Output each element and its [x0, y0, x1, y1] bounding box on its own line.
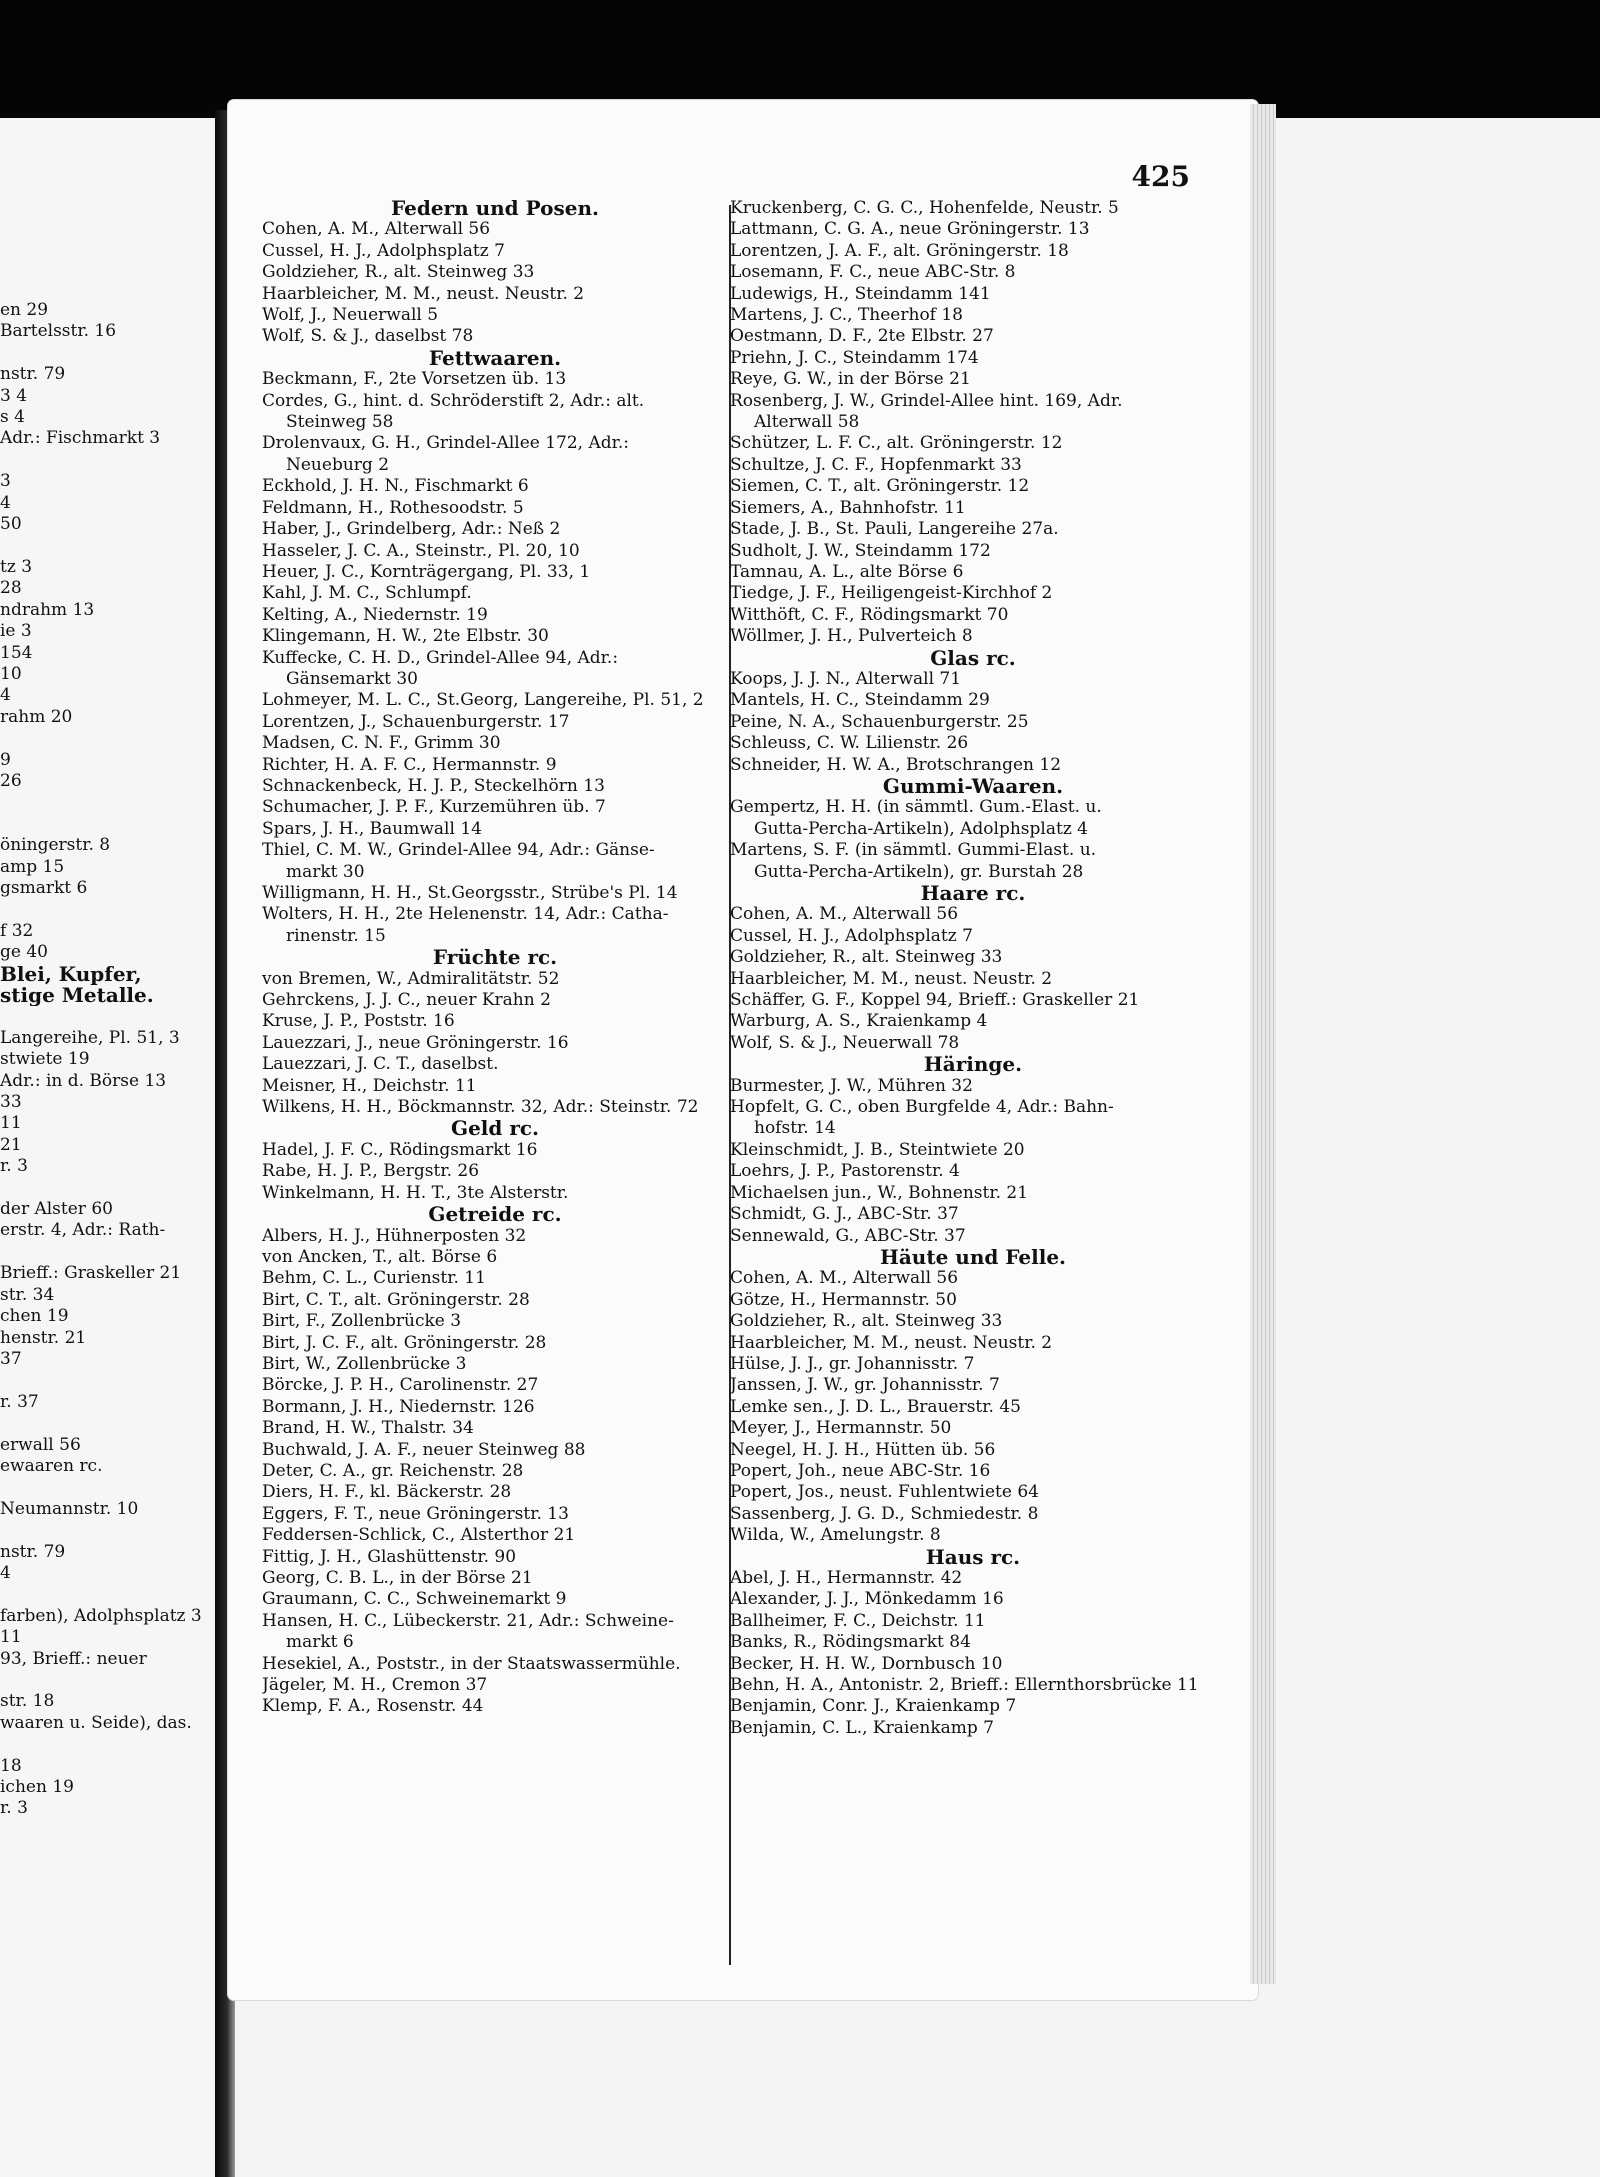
left-fragment-line: henstr. 21: [0, 1327, 87, 1348]
directory-entry: Wilda, W., Amelungstr. 8: [730, 1525, 941, 1546]
left-fragment-line: 154: [0, 642, 33, 663]
left-fragment-line: 10: [0, 663, 22, 684]
directory-entry: Goldzieher, R., alt. Steinweg 33: [730, 1311, 1003, 1332]
directory-entry: Lauezzari, J., neue Gröningerstr. 16: [262, 1032, 569, 1053]
directory-entry: Schneider, H. W. A., Brotschrangen 12: [730, 754, 1062, 775]
directory-entry: Lorentzen, J., Schauenburgerstr. 17: [262, 711, 570, 732]
directory-entry: Hansen, H. C., Lübeckerstr. 21, Adr.: Schweine-: [262, 1610, 674, 1631]
directory-entry: Behn, H. A., Antonistr. 2, Brieff.: Ellernthorsbrücke 11: [730, 1675, 1199, 1696]
left-fragment-line: Adr.: Fischmarkt 3: [0, 428, 161, 449]
directory-entry: Benjamin, C. L., Kraienkamp 7: [730, 1717, 994, 1738]
directory-entry: Willigmann, H. H., St.Georgsstr., Strübe's Pl. 14: [262, 883, 678, 903]
directory-entry: Losemann, F. C., neue ABC-Str. 8: [730, 262, 1016, 283]
directory-entry: Meyer, J., Hermannstr. 50: [730, 1418, 952, 1439]
left-fragment-line: [0, 1178, 210, 1199]
section-heading: Haare rc.: [920, 883, 1026, 905]
left-fragment-line: nstr. 79: [0, 1541, 66, 1562]
directory-entry: Feldmann, H., Rothesoodstr. 5: [262, 497, 524, 518]
section-heading: Früchte rc.: [432, 947, 558, 969]
left-fragment-line: gsmarkt 6: [0, 877, 88, 898]
directory-entry: Diers, H. F., kl. Bäckerstr. 28: [262, 1482, 512, 1503]
directory-entry: Kahl, J. M. C., Schlumpf.: [262, 583, 472, 604]
left-fragment-line: 37: [0, 1348, 22, 1369]
directory-entry: Lohmeyer, M. L. C., St.Georg, Langereihe, Pl. 51, 2: [262, 690, 704, 711]
entry-continuation: rinenstr. 15: [286, 925, 386, 946]
directory-entry: Ballheimer, F. C., Deichstr. 11: [730, 1610, 986, 1631]
directory-entry: Siemers, A., Bahnhofstr. 11: [730, 497, 966, 518]
directory-entry: Klingemann, H. W., 2te Elbstr. 30: [262, 626, 549, 647]
directory-entry: Sassenberg, J. G. D., Schmiedestr. 8: [730, 1503, 1039, 1524]
left-fragment-line: [0, 1370, 210, 1391]
left-fragment-line: der Alster 60: [0, 1199, 113, 1220]
left-fragment-line: ewaaren rc.: [0, 1455, 103, 1476]
entry-continuation: Gutta-Percha-Artikeln), Adolphsplatz 4: [754, 818, 1088, 839]
directory-entry: Haarbleicher, M. M., neust. Neustr. 2: [262, 283, 585, 304]
directory-entry: Banks, R., Rödingsmarkt 84: [730, 1632, 971, 1653]
left-fragment-line: 3: [0, 471, 11, 492]
directory-entry: Lattmann, C. G. A., neue Gröningerstr. 13: [730, 219, 1090, 240]
left-fragment-line: [0, 1477, 210, 1498]
left-fragment-line: 21: [0, 1134, 22, 1155]
section-heading: Fettwaaren.: [428, 347, 562, 370]
left-fragment-line: 50: [0, 514, 22, 535]
left-fragment-line: ndrahm 13: [0, 599, 95, 620]
directory-entry: Janssen, J. W., gr. Johannisstr. 7: [730, 1375, 1000, 1396]
directory-entry: Haber, J., Grindelberg, Adr.: Neß 2: [262, 519, 561, 540]
directory-entry: Drolenvaux, G. H., Grindel-Allee 172, Adr.:: [262, 433, 630, 454]
directory-entry: Gehrckens, J. J. C., neuer Krahn 2: [262, 990, 551, 1011]
left-fragment-line: ie 3: [0, 621, 32, 642]
right-column: [726, 198, 1216, 1739]
directory-entry: Schumacher, J. P. F., Kurzemühren üb. 7: [262, 797, 606, 818]
directory-entry: Beckmann, F., 2te Vorsetzen üb. 13: [262, 369, 567, 390]
left-fragment-line: 33: [0, 1092, 22, 1113]
directory-entry: von Bremen, W., Admiralitätstr. 52: [262, 968, 560, 989]
directory-entry: Winkelmann, H. H. T., 3te Alsterstr.: [262, 1182, 569, 1203]
section-heading: Haus rc.: [925, 1546, 1021, 1568]
directory-entry: Albers, H. J., Hühnerposten 32: [262, 1225, 527, 1246]
left-fragment-line: ichen 19: [0, 1777, 74, 1798]
directory-entry: Schützer, L. F. C., alt. Gröningerstr. 12: [730, 433, 1063, 454]
directory-entry: Gempertz, H. H. (in sämmtl. Gum.-Elast. u.: [730, 797, 1102, 818]
directory-entry: Kruckenberg, C. G. C., Hohenfelde, Neustr. 5: [730, 198, 1119, 218]
left-fragment-line: Bartelsstr. 16: [0, 321, 117, 342]
directory-entry: Goldzieher, R., alt. Steinweg 33: [262, 262, 535, 283]
left-fragment-line: en 29: [0, 300, 49, 320]
directory-entry: Reye, G. W., in der Börse 21: [730, 369, 971, 390]
left-fragment-line: [0, 1520, 210, 1541]
left-fragment-line: Blei, Kupfer,: [0, 963, 142, 985]
section-heading: Häute und Felle.: [879, 1246, 1067, 1269]
directory-entry: Cohen, A. M., Alterwall 56: [730, 1268, 959, 1289]
directory-entry: Götze, H., Hermannstr. 50: [730, 1289, 957, 1310]
left-fragment-line: r. 3: [0, 1798, 28, 1819]
left-fragment-line: 18: [0, 1755, 22, 1776]
directory-entry: Benjamin, Conr. J., Kraienkamp 7: [730, 1696, 1017, 1717]
left-fragment-line: [0, 814, 210, 835]
directory-entry: Birt, J. C. F., alt. Gröningerstr. 28: [262, 1332, 547, 1353]
directory-entry: Birt, C. T., alt. Gröningerstr. 28: [262, 1289, 530, 1310]
directory-entry: Stade, J. B., St. Pauli, Langereihe 27a.: [730, 519, 1059, 540]
directory-entry: Siemen, C. T., alt. Gröningerstr. 12: [730, 476, 1030, 497]
entry-continuation: Alterwall 58: [754, 412, 860, 433]
directory-entry: Mantels, H. C., Steindamm 29: [730, 690, 990, 711]
directory-entry: Schultze, J. C. F., Hopfenmarkt 33: [730, 454, 1022, 475]
directory-entry: Spars, J. H., Baumwall 14: [262, 818, 482, 839]
middle-column: [262, 198, 728, 1718]
directory-entry: Witthöft, C. F., Rödingsmarkt 70: [730, 604, 1009, 625]
left-fragment-line: [0, 899, 210, 920]
page-number: 425: [1131, 160, 1190, 193]
directory-entry: Koops, J. J. N., Alterwall 71: [730, 668, 962, 689]
directory-entry: Warburg, A. S., Kraienkamp 4: [730, 1011, 988, 1032]
directory-entry: Haarbleicher, M. M., neust. Neustr. 2: [730, 1332, 1053, 1353]
directory-entry: Alexander, J. J., Mönkedamm 16: [730, 1589, 1004, 1610]
directory-entry: Hopfelt, G. C., oben Burgfelde 4, Adr.: Bahn-: [730, 1097, 1114, 1118]
directory-entry: Cohen, A. M., Alterwall 56: [730, 904, 959, 925]
directory-entry: Wilkens, H. H., Böckmannstr. 32, Adr.: Steinstr. 72: [262, 1097, 699, 1118]
left-fragment-line: [0, 1670, 210, 1691]
directory-entry: Wolf, S. & J., daselbst 78: [262, 326, 474, 347]
directory-entry: Behm, C. L., Curienstr. 11: [262, 1268, 486, 1289]
page-edges: [1250, 104, 1276, 1984]
left-fragment-line: 11: [0, 1113, 22, 1134]
directory-entry: Rabe, H. J. P., Bergstr. 26: [262, 1161, 480, 1182]
directory-entry: Eckhold, J. H. N., Fischmarkt 6: [262, 476, 529, 497]
directory-entry: Heuer, J. C., Kornträgergang, Pl. 33, 1: [262, 561, 591, 582]
directory-entry: Burmester, J. W., Mühren 32: [730, 1075, 973, 1096]
directory-entry: Birt, F., Zollenbrücke 3: [262, 1311, 462, 1332]
section-heading: Gummi-Waaren.: [882, 775, 1064, 798]
directory-entry: Abel, J. H., Hermannstr. 42: [730, 1568, 963, 1588]
left-fragment-line: 4: [0, 1562, 11, 1583]
left-fragment-line: str. 18: [0, 1691, 55, 1712]
left-fragment-line: erstr. 4, Adr.: Rath-: [0, 1220, 166, 1241]
directory-entry: Wolters, H. H., 2te Helenenstr. 14, Adr.: Catha-: [262, 904, 669, 925]
directory-entry: Wolf, J., Neuerwall 5: [262, 305, 439, 326]
left-fragment-line: farben), Adolphsplatz 3: [0, 1605, 202, 1626]
entry-continuation: hofstr. 14: [754, 1118, 836, 1139]
directory-entry: Lauezzari, J. C. T., daselbst.: [262, 1054, 499, 1075]
left-fragment-line: [0, 1006, 210, 1027]
left-fragment-line: Brieff.: Graskeller 21: [0, 1263, 182, 1284]
entry-continuation: markt 30: [286, 861, 365, 882]
left-fragment-line: [0, 535, 210, 556]
left-fragment-line: [0, 343, 210, 364]
directory-entry: Schleuss, C. W. Lilienstr. 26: [730, 733, 969, 754]
left-fragment-line: Langereihe, Pl. 51, 3: [0, 1027, 180, 1048]
entry-continuation: Steinweg 58: [286, 412, 394, 433]
directory-entry: Ludewigs, H., Steindamm 141: [730, 283, 991, 304]
section-heading: Getreide rc.: [428, 1204, 562, 1226]
left-fragment-line: Adr.: in d. Börse 13: [0, 1070, 167, 1091]
directory-entry: Hesekiel, A., Poststr., in der Staatswassermühle.: [262, 1653, 681, 1674]
directory-entry: Neegel, H. J. H., Hütten üb. 56: [730, 1439, 996, 1460]
directory-entry: Peine, N. A., Schauenburgerstr. 25: [730, 711, 1029, 732]
directory-entry: Meisner, H., Deichstr. 11: [262, 1075, 477, 1096]
directory-entry: Haarbleicher, M. M., neust. Neustr. 2: [730, 968, 1053, 989]
entry-continuation: Neueburg 2: [286, 454, 390, 475]
left-fragment-line: r. 37: [0, 1391, 39, 1412]
directory-entry: Hasseler, J. C. A., Steinstr., Pl. 20, 10: [262, 540, 580, 561]
directory-entry: Richter, H. A. F. C., Hermannstr. 9: [262, 754, 557, 775]
directory-entry: Birt, W., Zollenbrücke 3: [262, 1353, 467, 1374]
directory-entry: Lemke sen., J. D. L., Brauerstr. 45: [730, 1396, 1021, 1417]
left-fragment-line: stwiete 19: [0, 1049, 90, 1070]
left-fragment-line: 4: [0, 685, 11, 706]
left-fragment-line: 26: [0, 770, 22, 791]
left-fragment-line: ge 40: [0, 942, 48, 963]
left-fragment-line: f 32: [0, 920, 34, 941]
left-fragment-line: s 4: [0, 407, 25, 428]
directory-entry: Popert, Jos., neust. Fuhlentwiete 64: [730, 1482, 1039, 1503]
left-fragment-line: öningerstr. 8: [0, 835, 111, 856]
directory-entry: Wolf, S. & J., Neuerwall 78: [730, 1032, 960, 1053]
entry-continuation: Gutta-Percha-Artikeln), gr. Burstah 28: [754, 861, 1084, 882]
directory-entry: Sudholt, J. W., Steindamm 172: [730, 540, 991, 561]
directory-entry: Hülse, J. J., gr. Johannisstr. 7: [730, 1353, 975, 1374]
directory-entry: Oestmann, D. F., 2te Elbstr. 27: [730, 326, 994, 347]
left-fragment-line: waaren u. Seide), das.: [0, 1712, 192, 1733]
directory-entry: Schnackenbeck, H. J. P., Steckelhörn 13: [262, 775, 605, 796]
directory-entry: Kuffecke, C. H. D., Grindel-Allee 94, Adr.:: [262, 647, 619, 668]
directory-entry: Thiel, C. M. W., Grindel-Allee 94, Adr.: Gänse-: [262, 840, 655, 861]
left-fragment-line: [0, 1413, 210, 1434]
directory-entry: Rosenberg, J. W., Grindel-Allee hint. 169, Adr.: [730, 390, 1123, 411]
directory-entry: Cussel, H. J., Adolphsplatz 7: [730, 925, 973, 946]
directory-entry: Martens, S. F. (in sämmtl. Gummi-Elast. u.: [730, 840, 1097, 861]
left-fragment-line: [0, 728, 210, 749]
left-fragment-line: r. 3: [0, 1156, 28, 1177]
left-fragment-line: amp 15: [0, 856, 65, 877]
left-fragment-line: [0, 1242, 210, 1263]
section-heading: Federn und Posen.: [391, 198, 599, 220]
left-fragment-line: tz 3: [0, 556, 33, 577]
directory-entry: Kruse, J. P., Poststr. 16: [262, 1011, 455, 1032]
directory-entry: Schäffer, G. F., Koppel 94, Brieff.: Graskeller 21: [730, 990, 1140, 1011]
section-heading: Häringe.: [923, 1054, 1023, 1076]
directory-entry: Tiedge, J. F., Heiligengeist-Kirchhof 2: [730, 583, 1053, 604]
entry-continuation: Gänsemarkt 30: [286, 668, 418, 689]
left-fragment-line: erwall 56: [0, 1434, 81, 1455]
left-fragment-line: 9: [0, 749, 11, 770]
directory-entry: Becker, H. H. W., Dornbusch 10: [730, 1653, 1003, 1674]
entry-continuation: markt 6: [286, 1632, 354, 1653]
directory-entry: Madsen, C. N. F., Grimm 30: [262, 733, 501, 754]
directory-entry: Buchwald, J. A. F., neuer Steinweg 88: [262, 1439, 586, 1460]
left-fragment-line: 11: [0, 1627, 22, 1648]
directory-entry: Cordes, G., hint. d. Schröderstift 2, Adr.: alt.: [262, 390, 645, 411]
directory-entry: Graumann, C. C., Schweinemarkt 9: [262, 1589, 567, 1610]
directory-entry: Sennewald, G., ABC-Str. 37: [730, 1225, 966, 1246]
directory-entry: von Ancken, T., alt. Börse 6: [262, 1246, 498, 1267]
directory-entry: Börcke, J. P. H., Carolinenstr. 27: [262, 1375, 539, 1396]
directory-entry: Priehn, J. C., Steindamm 174: [730, 347, 979, 368]
left-fragment-line: stige Metalle.: [0, 985, 154, 1007]
directory-entry: Popert, Joh., neue ABC-Str. 16: [730, 1460, 991, 1481]
directory-entry: Michaelsen jun., W., Bohnenstr. 21: [730, 1182, 1029, 1203]
left-fragment-line: 4: [0, 492, 11, 513]
directory-entry: Schmidt, G. J., ABC-Str. 37: [730, 1204, 959, 1225]
directory-entry: Wöllmer, J. H., Pulverteich 8: [730, 626, 973, 647]
directory-entry: Cussel, H. J., Adolphsplatz 7: [262, 240, 505, 261]
left-fragment-line: 93, Brieff.: neuer: [0, 1648, 147, 1669]
directory-entry: Bormann, J. H., Niedernstr. 126: [262, 1396, 535, 1417]
directory-entry: Eggers, F. T., neue Gröningerstr. 13: [262, 1503, 569, 1524]
left-page-fragment: [0, 118, 215, 2177]
left-page-column: [0, 300, 210, 1820]
directory-entry: Martens, J. C., Theerhof 18: [730, 305, 964, 326]
directory-entry: Jägeler, M. H., Cremon 37: [262, 1675, 488, 1696]
directory-entry: Georg, C. B. L., in der Börse 21: [262, 1568, 533, 1588]
left-fragment-line: [0, 792, 210, 813]
directory-entry: Kleinschmidt, J. B., Steintwiete 20: [730, 1139, 1025, 1160]
left-fragment-line: 28: [0, 578, 22, 599]
directory-entry: Loehrs, J. P., Pastorenstr. 4: [730, 1161, 960, 1182]
section-heading: Geld rc.: [450, 1118, 540, 1140]
directory-entry: Klemp, F. A., Rosenstr. 44: [262, 1696, 484, 1717]
section-heading: Glas rc.: [930, 647, 1016, 669]
directory-entry: Tamnau, A. L., alte Börse 6: [730, 561, 964, 582]
left-fragment-line: 3 4: [0, 385, 28, 406]
directory-entry: Brand, H. W., Thalstr. 34: [262, 1418, 474, 1439]
directory-entry: Fittig, J. H., Glashüttenstr. 90: [262, 1546, 517, 1567]
directory-entry: Kelting, A., Niedernstr. 19: [262, 604, 488, 625]
left-fragment-line: nstr. 79: [0, 364, 66, 385]
left-fragment-line: str. 34: [0, 1284, 55, 1305]
directory-entry: Deter, C. A., gr. Reichenstr. 28: [262, 1460, 524, 1481]
left-fragment-line: chen 19: [0, 1306, 69, 1327]
directory-entry: Cohen, A. M., Alterwall 56: [262, 219, 491, 240]
directory-entry: Feddersen-Schlick, C., Alsterthor 21: [262, 1525, 576, 1546]
left-fragment-line: [0, 1584, 210, 1605]
directory-entry: Hadel, J. F. C., Rödingsmarkt 16: [262, 1139, 538, 1160]
directory-entry: Lorentzen, J. A. F., alt. Gröningerstr. 18: [730, 240, 1069, 261]
directory-entry: Goldzieher, R., alt. Steinweg 33: [730, 947, 1003, 968]
left-fragment-line: [0, 1734, 210, 1755]
left-fragment-line: rahm 20: [0, 706, 73, 727]
left-fragment-line: [0, 450, 210, 471]
left-fragment-line: Neumannstr. 10: [0, 1498, 139, 1519]
